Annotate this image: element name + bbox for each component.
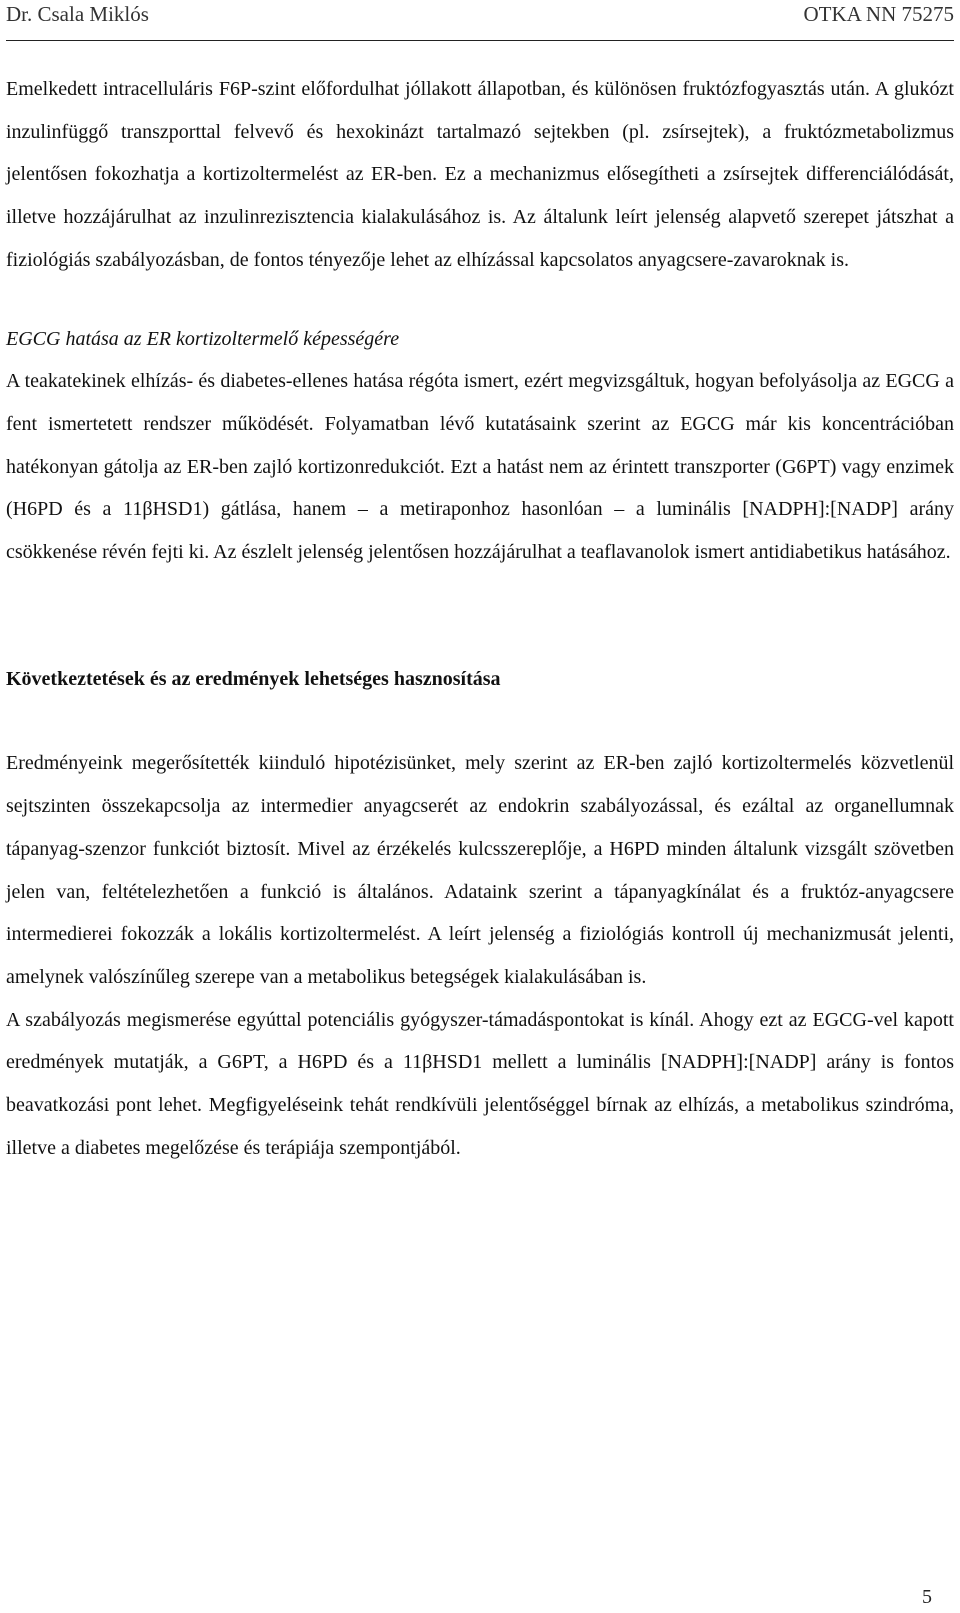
document-body [6,68,954,1169]
header-author: Dr. Csala Miklós [6,2,149,26]
paragraph-egcg: A teakatekinek elhízás- és diabetes-ellenes hatása régóta ismert, ezért megvizsgáltuk, hogyan befolyásolja az EGCG a fent ismertetett rendszer működését. Folyamatban lévő kutatásaink szerint az EGCG már kis koncentrációban hatékonyan gátolja az ER-ben zajló kortizonredukciót. Ezt a hatást nem az érintett transzporter (G6PT) vagy enzimek (H6PD és a 11βHSD1) gátlása, hanem – a metiraponhoz hasonlóan – a luminális [NADPH]:[NADP] arány csökkenése révén fejti ki. Az észlelt jelenség jelentősen hozzájárulhat a teaflavanolok ismert antidiabetikus hatásához. [6,370,954,564]
page-number: 5 [922,1586,932,1608]
subheading-egcg: EGCG hatása az ER kortizoltermelő képességére [6,327,400,350]
paragraph-conclusions: Eredményeink megerősítették kiinduló hipotézisünket, mely szerint az ER-ben zajló kortizoltermelés közvetlenül sejtszinten összekapcsolja az intermedier anyagcserét az endokrin szabályozással, és ezáltal az organellumnak tápanyag-szenzor funkciót biztosít. Mivel az érzékelés kulcsszereplője, a H6PD minden általunk vizsgált szövetben jelen van, feltételezhetően a funkció is általános. Adataink szerint a tápanyagkínálat és a fruktóz-anyagcsere intermedierei fokozzák a lokális kortizoltermelést. A leírt jelenség a fiziológiás kontroll új mechanizmusát jelenti, amelynek valószínűleg szerepe van a metabolikus betegségek kialakulásában is. [6,752,954,988]
header-project-id: OTKA NN 75275 [803,2,954,26]
page-header [6,0,954,41]
paragraph-f6p: Emelkedett intracelluláris F6P-szint előfordulhat jóllakott állapotban, és különösen fruktózfogyasztás után. A glukózt inzulinfüggő transzporttal felvevő és hexokinázt tartalmazó sejtekben (pl. zsírsejtek), a fruktózmetabolizmus jelentősen fokozhatja a kortizoltermelést az ER-ben. Ez a mechanizmus elősegítheti a zsírsejtek differenciálódását, illetve hozzájárulhat az inzulinrezisztencia kialakulásához is. Az általunk leírt jelenség alapvető szerepet játszhat a fiziológiás szabályozásban, de fontos tényezője lehet az elhízással kapcsolatos anyagcsere-zavaroknak is. [6,78,954,271]
paragraph-drug-targets: A szabályozás megismerése egyúttal potenciális gyógyszer-támadáspontokat is kínál. Ahogy ezt az EGCG-vel kapott eredmények mutatják, a G6PT, a H6PD és a 11βHSD1 mellett a luminális [NADPH]:[NADP] arány is fontos beavatkozási pont lehet. Megfigyeléseink tehát rendkívüli jelentőséggel bírnak az elhízás, a metabolikus szindróma, illetve a diabetes megelőzése és terápiája szempontjából. [6,1008,954,1159]
section-title-conclusions: Következtetések és az eredmények lehetséges hasznosítása [6,667,501,690]
